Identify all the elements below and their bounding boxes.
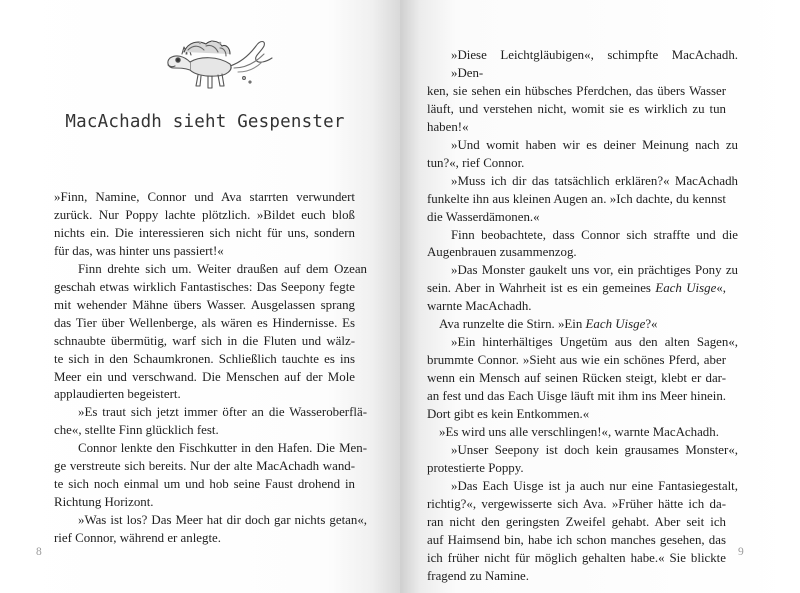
text-line: tun?«, rief Connor. xyxy=(427,155,525,170)
paragraph xyxy=(427,137,738,173)
text-line: Finn drehte sich um. Weiter draußen auf dem Ozean xyxy=(78,261,367,276)
text-line: richtig?«, vergewisserte sich Ava. »Früher hätte ich da- xyxy=(427,496,726,511)
text-line: Connor lenkte den Fischkutter in den Hafen. Die Men- xyxy=(78,441,367,456)
text-line: brummte Connor. »Sieht aus wie ein schönes Pferd, aber xyxy=(427,353,726,368)
text-line: protestierte Poppy. xyxy=(427,460,524,475)
paragraph xyxy=(427,334,738,424)
text-line: nichts ein. Die interessieren sich nicht für uns, sondern xyxy=(54,225,355,240)
page-number-left: 8 xyxy=(36,546,42,558)
text-line: »Muss ich dir das tatsächlich erklären?« MacAchadh xyxy=(451,173,738,188)
text-line: »Es traut sich jetzt immer öfter an die Wasseroberflä- xyxy=(78,405,367,420)
text-line: wenn ein Mensch auf seinen Rücken steigt, klebt er dar- xyxy=(427,371,726,386)
text-line: geschah etwas wirklich Fantastisches: Das Seepony fegte xyxy=(54,279,355,294)
page-number-right: 9 xyxy=(738,546,744,558)
paragraph xyxy=(427,442,738,478)
text-line: applaudierten begeistert. xyxy=(54,387,181,402)
paragraph xyxy=(54,440,367,512)
text-line: »Diese Leichtgläubigen«, schimpfte MacAchadh. »Den- xyxy=(451,48,738,80)
paragraph xyxy=(427,262,738,316)
paragraph xyxy=(427,47,738,137)
seepony-illustration xyxy=(160,32,278,94)
text-line: fragend zu Namine. xyxy=(427,568,530,583)
text-line: »Unser Seepony ist doch kein grausames Monster«, xyxy=(451,442,738,457)
text-line: te sich in den Schaumkronen. Schließlich tauchte es ins xyxy=(54,351,355,366)
text-line: ken, sie sehen ein hübsches Pferdchen, das übers Wasser xyxy=(427,83,726,98)
right-page xyxy=(400,0,800,593)
text-line: rief Connor, während er anlegte. xyxy=(54,531,221,546)
text-line: mit wehender Mähne übers Wasser. Ausgelassen sprang xyxy=(54,297,355,312)
text-line: »Das Each Uisge ist ja auch nur eine Fantasiegestalt, xyxy=(451,478,738,493)
text-line: ge verstreute sich bereits. Nur der alte MacAchadh wand- xyxy=(54,459,355,474)
right-page-text xyxy=(427,47,738,586)
text-line: an fest und das Each Uisge läuft mit ihm ins Meer hinein. xyxy=(427,389,726,404)
text-line: zurück. Nur Poppy lachte plötzlich. »Bildet euch bloß xyxy=(54,207,355,222)
paragraph xyxy=(427,424,726,442)
paragraph xyxy=(54,189,355,261)
left-page-text xyxy=(54,189,367,548)
text-line: »Es wird uns alle verschlingen!«, warnte MacAchadh. xyxy=(439,425,719,440)
paragraph xyxy=(427,227,738,263)
paragraph xyxy=(427,173,738,227)
text-line: ran nicht den geringsten Zweifel gehabt. Aber seit ich xyxy=(427,514,726,529)
paragraph xyxy=(427,316,726,334)
text-line: »Das Monster gaukelt uns vor, ein prächtiges Pony zu xyxy=(451,263,738,278)
text-line: te sich noch einmal um und hob seine Faust drohend in xyxy=(54,477,355,492)
text-line: für das, was hinter uns passiert!« xyxy=(54,243,224,258)
text-line: läuft, und verstehen nicht, womit sie es wirklich zu tun xyxy=(427,101,726,116)
text-line: Finn beobachtete, dass Connor sich straffte und die xyxy=(451,227,738,242)
paragraph xyxy=(54,261,367,405)
paragraph xyxy=(54,404,367,440)
text-line: warnte MacAchadh. xyxy=(427,299,532,314)
text-line: die Wasserdämonen.« xyxy=(427,209,540,224)
text-line: »Finn, Namine, Connor und Ava starrten verwundert xyxy=(54,190,355,204)
text-line: auf Haimsend bin, habe ich schon manches gesehen, das xyxy=(427,532,726,547)
chapter-title: MacAchadh sieht Gespenster xyxy=(65,112,345,132)
text-line: »Was ist los? Das Meer hat dir doch gar nichts getan«, xyxy=(78,513,367,528)
text-line: Augenbrauen zusammenzog. xyxy=(427,245,577,260)
text-line: Meer ein und verschwand. Die Menschen auf der Mole xyxy=(54,369,355,384)
text-line: Dort gibt es kein Entkommen.« xyxy=(427,407,590,422)
paragraph xyxy=(54,512,367,548)
text-line: »Und womit haben wir es deiner Meinung nach zu xyxy=(451,137,738,152)
text-line: »Ein hinterhältiges Ungetüm aus den alten Sagen«, xyxy=(451,335,738,350)
text-line: Richtung Horizont. xyxy=(54,495,154,510)
text-line: funkelte ihn aus kleinen Augen an. »Ich dachte, du kennst xyxy=(427,191,726,206)
text-line: ich früher nicht für möglich gehalten habe.« Sie blickte xyxy=(427,550,726,565)
text-line: sein. Aber in Wahrheit ist es ein gemeines Each Uisge«, xyxy=(427,281,726,296)
paragraph xyxy=(427,478,738,586)
text-line: das Tier über Wellenberge, als wären es Hindernisse. Es xyxy=(54,315,355,330)
text-line: schnaubte übermütig, warf sich in die Fluten und wälz- xyxy=(54,333,355,348)
text-line: che«, stellte Finn glücklich fest. xyxy=(54,423,219,438)
text-line: Ava runzelte die Stirn. »Ein Each Uisge?« xyxy=(439,317,658,332)
text-line: haben!« xyxy=(427,119,469,134)
